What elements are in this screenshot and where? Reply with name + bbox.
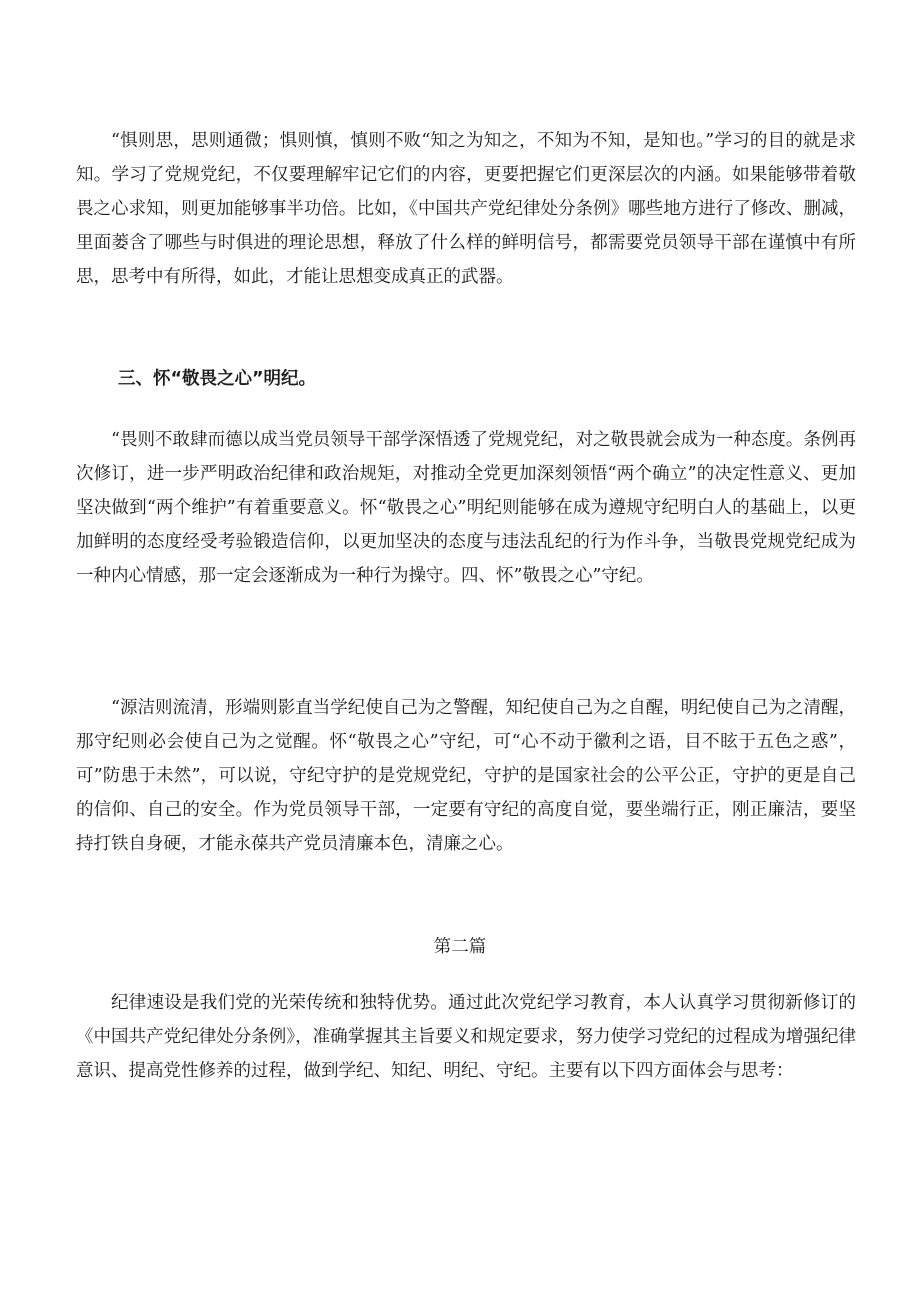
paragraph-discipline-tradition: 纪律速设是我们党的光荣传统和独特优势。通过此次党纪学习教育，本人认真学习贯彻新修订的《中国共产党纪律处分条例》，准确掌握其主旨要义和规定要求，努力使学习党纪的过程成为增强纪律意识、提高党性修养的过程，做到学纪、知纪、明纪、守纪。主要有以下四方面体会与思考： <box>76 993 856 1081</box>
paragraph-fear-brings-thought: “惧则思，思则通微；惧则慎，慎则不败“知之为知之，不知为不知，是知也。”学习的目的就是求知。学习了党规党纪，不仅要理解牢记它们的内容，更要把握它们更深层次的内涵。如果能够带着敬畏之心求知，则更加能够事半功倍。比如，《中国共产党纪律处分条例》哪些地方进行了修改、删减，里面蒌含了哪些与时俱进的理论思想，释放了什么样的鲜明信号，都需要党员领导干部在谨慎中有所思，思考中有所得，如此，才能让思想变成真正的武器。 <box>76 131 856 287</box>
heading-section-three: 三、怀“敬畏之心”明纪。 <box>118 369 317 389</box>
paragraph-keep-discipline: “源洁则流清，形端则影直当学纪使自己为之警醒，知纪使自己为之自醒，明纪使自己为之清醒，那守纪则必会使自己为之觉醒。怀“敬畏之心”守纪，可“心不动于徽利之语，目不眩于五色之惑”，可”防患于未然”，可以说，守纪守护的是党规党纪，守护的是国家社会的公平公正，守护的更是自己的信仰、自己的安全。作为党员领导干部，一定要有守纪的高度自觉，要坐端行正，刚正廉洁，要坚持打铁自身硬，才能永葆共产党员清廉本色，清廉之心。 <box>76 698 856 854</box>
section-title-part-two: 第二篇 <box>433 937 487 957</box>
paragraph-awe-understand-discipline: “畏则不敢肆而德以成当党员领导干部学深悟透了党规党纪，对之敬畏就会成为一种态度。条例再次修订，进一步严明政治纪律和政治规矩，对推动全党更加深刻领悟“两个确立”的决定性意义、更加坚决做到“两个维护”有着重要意义。怀“敬畏之心”明纪则能够在成为遵规守纪明白人的基础上，以更加鲜明的态度经受考验锻造信仰，以更加坚决的态度与违法乱纪的行为作斗争，当敬畏党规党纪成为一种内心情感，那一定会逐渐成为一种行为操守。四、怀”敬畏之心”守纪。 <box>76 430 856 586</box>
